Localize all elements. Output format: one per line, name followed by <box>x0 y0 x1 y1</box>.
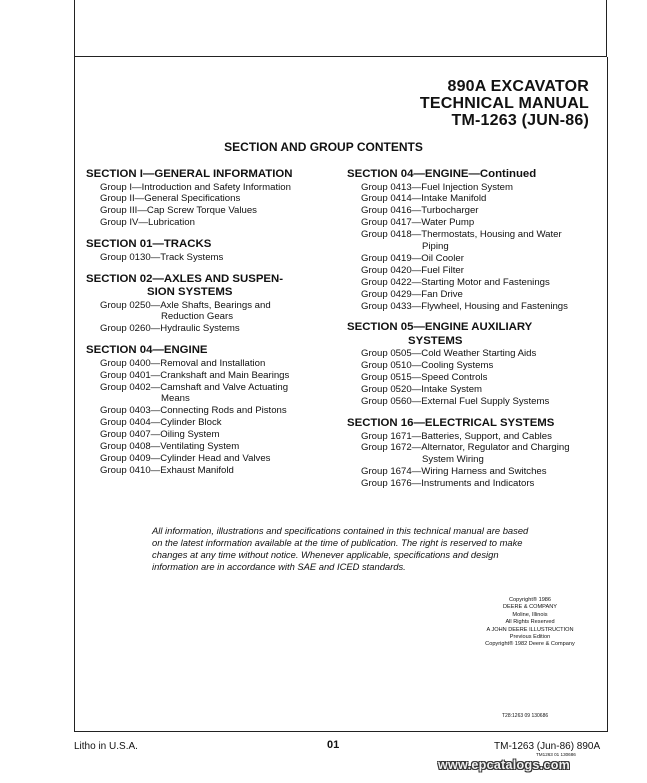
group-entry: Group 0250—Axle Shafts, Bearings and <box>100 299 271 311</box>
title-line-2: TECHNICAL MANUAL <box>419 95 589 112</box>
footer-manual-code: TM1263 01 130686 <box>536 752 576 757</box>
copyright-line: All Rights Reserved <box>505 619 555 626</box>
group-entry: Group 0402—Camshaft and Valve Actuating <box>100 381 289 393</box>
copyright-line: Previous Edition <box>509 634 551 641</box>
copyright-line: DEERE & COMPANY <box>503 604 557 611</box>
group-entry: Group 0417—Water Pump <box>361 217 475 229</box>
group-entry: Group 0520—Intake System <box>361 384 483 396</box>
section-block <box>347 417 597 490</box>
group-entry: Group 0130—Track Systems <box>100 251 224 263</box>
group-entry: Group I—Introduction and Safety Information <box>100 181 291 193</box>
group-entry: Group 0510—Cooling Systems <box>361 360 494 372</box>
contents-right-column <box>347 168 597 499</box>
group-entry: Group 0407—Oiling System <box>100 429 220 441</box>
group-entry: Group 0433—Flywheel, Housing and Fastenings <box>361 300 568 312</box>
group-entry: Group 0260—Hydraulic Systems <box>100 323 240 335</box>
section-title-continued: SYSTEMS <box>408 334 463 347</box>
section-title: SECTION 05—ENGINE AUXILIARY <box>347 321 533 334</box>
group-entry: Group 1672—Alternator, Regulator and Charging <box>361 442 570 454</box>
section-title: SECTION 01—TRACKS <box>86 238 212 251</box>
copyright-line: Moline, Illinois <box>512 611 548 618</box>
group-entry: Group II—General Specifications <box>100 193 241 205</box>
title-line-1: 890A EXCAVATOR <box>447 78 589 95</box>
group-entry: Group 0413—Fuel Injection System <box>361 181 513 193</box>
group-entry: Group 1674—Wiring Harness and Switches <box>361 466 547 478</box>
contents-heading: SECTION AND GROUP CONTENTS <box>224 140 423 154</box>
watermark: www.epcatalogs.com <box>438 758 571 772</box>
group-entry: Group 0505—Cold Weather Starting Aids <box>361 348 537 360</box>
group-entry: Group IV—Lubrication <box>100 217 195 229</box>
section-block <box>86 273 326 336</box>
title-line-3: TM-1263 (JUN-86) <box>451 112 589 129</box>
copyright-block <box>470 597 590 649</box>
frame-top-left-line <box>74 0 75 56</box>
section-block <box>86 168 326 229</box>
section-title: SECTION 04—ENGINE <box>86 344 208 357</box>
group-entry-continued: System Wiring <box>422 454 484 466</box>
group-entry-continued: Piping <box>422 241 449 253</box>
group-entry: Group 0409—Cylinder Head and Valves <box>100 453 271 464</box>
section-title: SECTION I—GENERAL INFORMATION <box>86 168 293 180</box>
section-title-continued: SION SYSTEMS <box>147 286 233 299</box>
group-entry-continued: Reduction Gears <box>161 311 233 323</box>
copyright-line: A JOHN DEERE ILLUSTRUCTION <box>486 626 574 633</box>
group-entry: Group 0418—Thermostats, Housing and Water <box>361 229 562 241</box>
group-entry: Group 0404—Cylinder Block <box>100 417 222 429</box>
group-entry: Group 0429—Fan Drive <box>361 288 463 300</box>
section-block <box>347 321 597 408</box>
section-title: SECTION 04—ENGINE—Continued <box>347 168 537 180</box>
group-entry: Group 0420—Fuel Filter <box>361 264 464 276</box>
contents-left-column <box>86 168 326 486</box>
group-entry: Group 0401—Crankshaft and Main Bearings <box>100 369 290 381</box>
group-entry: Group 0422—Starting Motor and Fastenings <box>361 276 550 288</box>
document-code: T28:1263 09 130686 <box>502 713 549 719</box>
group-entry: Group 0400—Removal and Installation <box>100 357 266 369</box>
group-entry: Group 0515—Speed Controls <box>361 372 488 384</box>
section-title: SECTION 02—AXLES AND SUSPEN- <box>86 272 284 285</box>
section-block <box>86 344 326 477</box>
group-entry: Group 1671—Batteries, Support, and Cables <box>361 430 552 442</box>
section-block <box>347 168 597 312</box>
group-entry-continued: Means <box>161 393 190 405</box>
group-entry: Group 0414—Intake Manifold <box>361 193 487 205</box>
manual-title <box>420 78 589 129</box>
section-title: SECTION 16—ELECTRICAL SYSTEMS <box>347 417 555 429</box>
section-block <box>86 238 326 263</box>
group-entry: Group 0410—Exhaust Manifold <box>100 464 234 476</box>
copyright-line: Copyright® 1982 Deere & Company <box>485 641 575 648</box>
group-entry: Group 0560—External Fuel Supply Systems <box>361 396 550 408</box>
copyright-line: Copyright® 1986 <box>508 597 552 603</box>
footer-litho: Litho in U.S.A. <box>74 741 138 752</box>
group-entry: Group 0419—Oil Cooler <box>361 252 464 264</box>
group-entry: Group 0403—Connecting Rods and Pistons <box>100 405 287 417</box>
group-entry: Group 0416—Turbocharger <box>361 205 479 217</box>
group-entry: Group III—Cap Screw Torque Values <box>100 205 257 217</box>
frame-top-right-line <box>606 0 607 56</box>
notice-paragraph: All information, illustrations and specifications contained in this technical manual are based on the latest information available at the time of publication. The right is reserved to make changes at any time without notice. Whenever applicable, specifications and design information are in accordance with SAE and ICED standards. <box>152 525 529 572</box>
footer-page-number: 01 <box>327 739 340 751</box>
group-entry: Group 0408—Ventilating System <box>100 441 240 453</box>
footer-manual-id: TM-1263 (Jun-86) 890A <box>494 741 601 752</box>
group-entry: Group 1676—Instruments and Indicators <box>361 478 535 490</box>
